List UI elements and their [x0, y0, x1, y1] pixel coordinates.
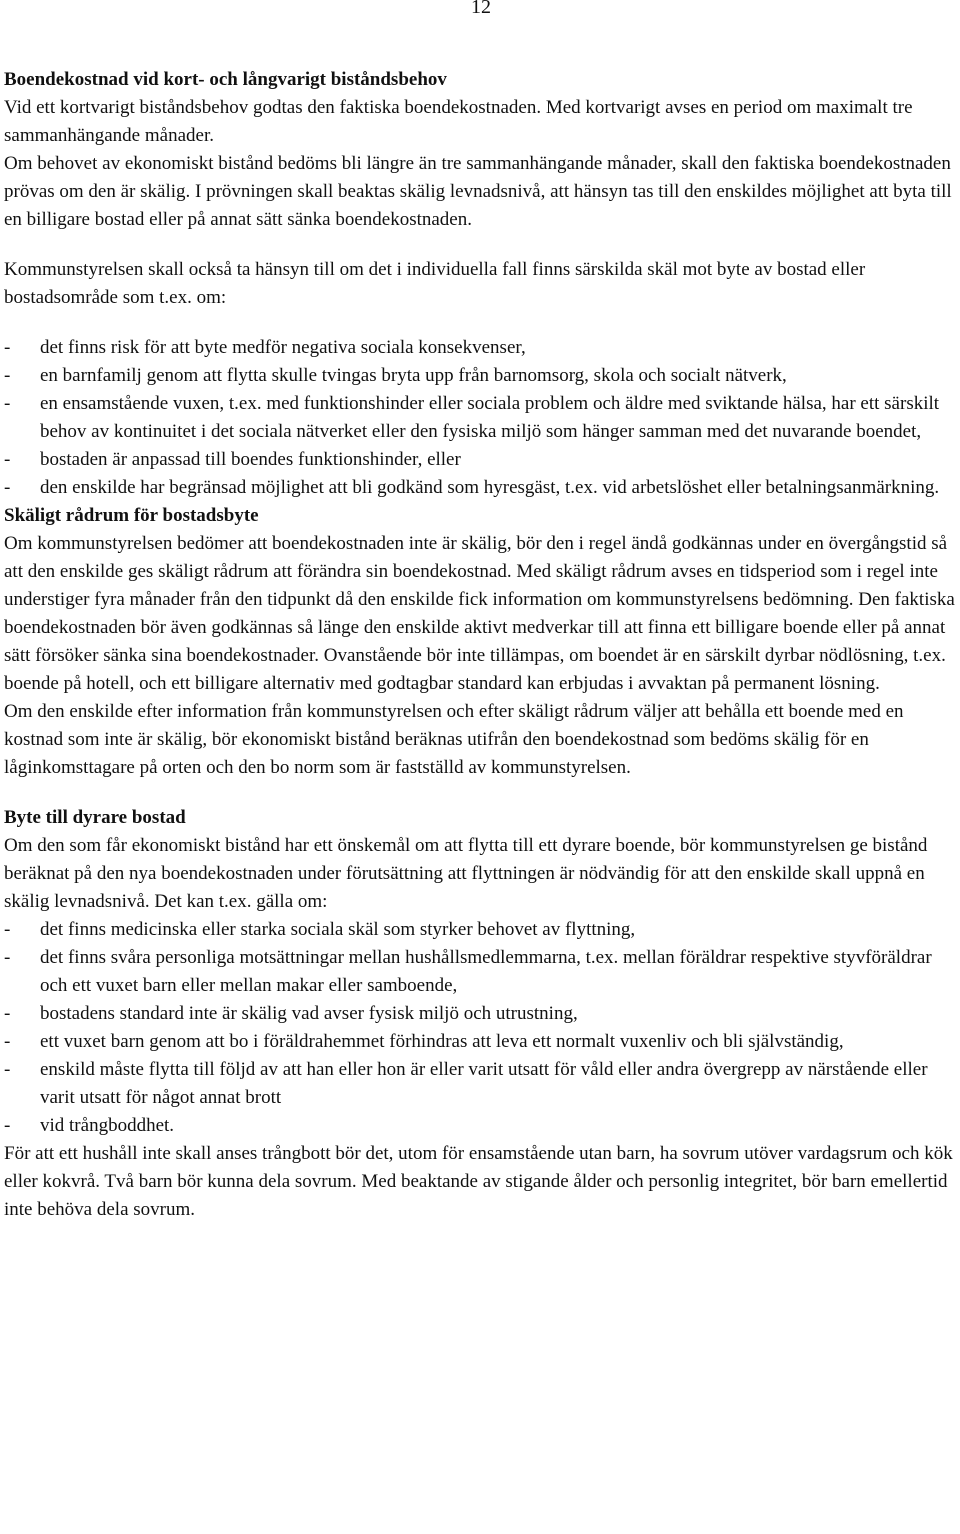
list-item: - den enskilde har begränsad möjlighet att bli godkänd som hyresgäst, t.ex. vid arbetslöshet eller betalningsanmärkning.: [4, 474, 956, 502]
paragraph: Om kommunstyrelsen bedömer att boendekostnaden inte är skälig, bör den i regel ändå godkännas under en övergångstid så att den enskilde ges skäligt rådrum att förändra sin boendekostnad. Med skäligt rådrum avses en tidsperiod som i regel inte understiger fyra månader från den tidpunkt då den enskilde fick information om kommunstyrelsens bedömning. Den faktiska boendekostnaden bör även godkännas så länge den enskilde aktivt medverkar till att finna ett billigare boende eller på annat sätt försöker sänka sina boendekostnader. Ovanstående bör inte tillämpas, om boendet är en särskilt dyrbar nödlösning, t.ex. boende på hotell, och ett billigare alternativ med godtagbar standard kan erbjudas i avvaktan på permanent lösning.: [4, 533, 955, 694]
paragraph: Kommunstyrelsen skall också ta hänsyn till om det i individuella fall finns särskilda skäl mot byte av bostad eller bostadsområde som t.ex. om:: [4, 259, 866, 308]
list-item: - en ensamstående vuxen, t.ex. med funktionshinder eller sociala problem och äldre med sviktande hälsa, har ett särskilt behov av kontinuitet i det sociala nätverket eller den fysiska miljö som hänger samman med det nuvarande boendet,: [4, 390, 956, 446]
list-item: - vid trångboddhet.: [4, 1112, 956, 1140]
list-item: - en barnfamilj genom att flytta skulle tvingas bryta upp från barnomsorg, skola och socialt nätverk,: [4, 362, 956, 390]
section-heading-dyrare-bostad: Byte till dyrare bostad: [4, 807, 186, 828]
section-heading-boendekostnad: Boendekostnad vid kort- och långvarigt biståndsbehov: [4, 69, 447, 90]
list-item: - det finns svåra personliga motsättningar mellan hushållsmedlemmarna, t.ex. mellan föräldrar respektive styvföräldrar och ett vuxet barn eller mellan makar eller samboende,: [4, 944, 956, 1000]
list-item: - det finns risk för att byte medför negativa sociala konsekvenser,: [4, 334, 956, 362]
list-item: - ett vuxet barn genom att bo i föräldrahemmet förhindras att leva ett normalt vuxenliv och bli självständig,: [4, 1028, 956, 1056]
list-item: - det finns medicinska eller starka sociala skäl som styrker behovet av flyttning,: [4, 916, 956, 944]
reasons-list: [4, 334, 956, 502]
move-reasons-list: [4, 916, 956, 1140]
list-item: - enskild måste flytta till följd av att han eller hon är eller varit utsatt för våld eller andra övergrepp av närstående eller varit utsatt för något annat brott: [4, 1056, 956, 1112]
paragraph: Vid ett kortvarigt biståndsbehov godtas den faktiska boendekostnaden. Med kortvarigt avses en period om maximalt tre sammanhängande månader.: [4, 97, 913, 146]
paragraph: Om den som får ekonomiskt bistånd har ett önskemål om att flytta till ett dyrare boende, bör kommunstyrelsen ge bistånd beräknat på den nya boendekostnaden under förutsättning att flyttningen är nödvändig för att den enskilde skall uppnå en skälig levnadsnivå. Det kan t.ex. gälla om:: [4, 835, 928, 912]
section-heading-radrum: Skäligt rådrum för bostadsbyte: [4, 505, 259, 526]
list-item: - bostadens standard inte är skälig vad avser fysisk miljö och utrustning,: [4, 1000, 956, 1028]
document-body: [4, 66, 956, 1224]
paragraph: Om den enskilde efter information från kommunstyrelsen och efter skäligt rådrum väljer att behålla ett boende med en kostnad som inte är skälig, bör ekonomiskt bistånd beräknas utifrån den boendekostnad som bedöms skälig för en låginkomsttagare på orten och den bo norm som är fastställd av kommunstyrelsen.: [4, 701, 904, 778]
list-item: - bostaden är anpassad till boendes funktionshinder, eller: [4, 446, 956, 474]
paragraph: Om behovet av ekonomiskt bistånd bedöms bli längre än tre sammanhängande månader, skall den faktiska boendekostnaden prövas om den är skälig. I prövningen skall beaktas skälig levnadsnivå, att hänsyn tas till den enskildes möjlighet att byta till en billigare bostad eller på annat sätt sänka boendekostnaden.: [4, 153, 952, 230]
page-number: 12: [471, 0, 491, 18]
closing-paragraph: För att ett hushåll inte skall anses trångbott bör det, utom för ensamstående utan barn, ha sovrum utöver vardagsrum och kök eller kokvrå. Två barn bör kunna dela sovrum. Med beaktande av stigande ålder och personlig integritet, bör barn emellertid inte behöva dela sovrum.: [4, 1143, 953, 1220]
